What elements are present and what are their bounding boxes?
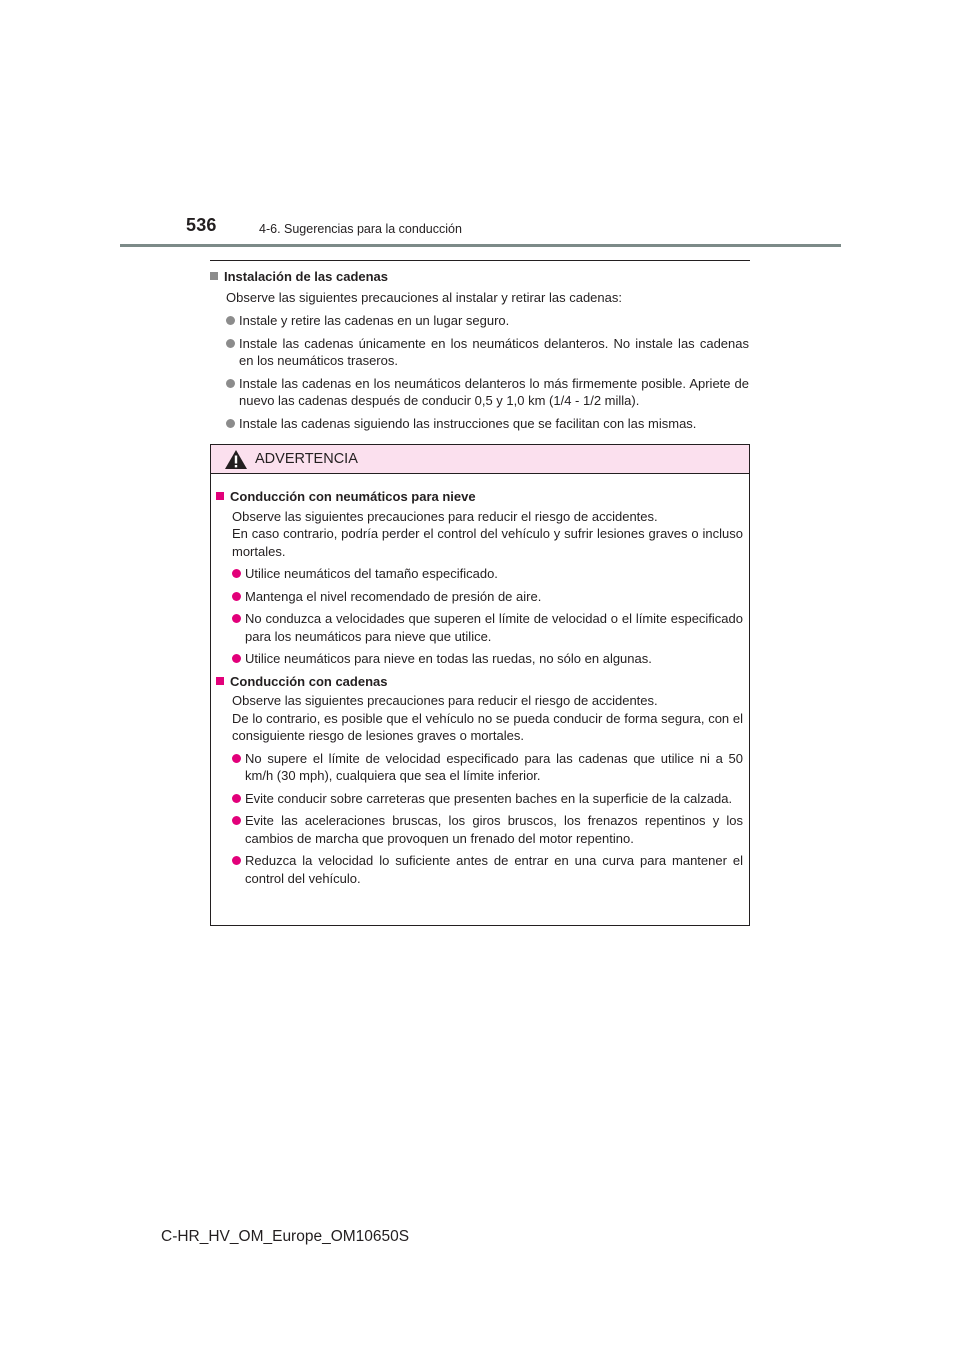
document-code: C-HR_HV_OM_Europe_OM10650S <box>161 1228 410 1245</box>
list-item-text: No supere el límite de velocidad especificado para las cadenas que utilice ni a 50 km/h (30 mph), cualquiera que sea el límite inferior. <box>245 750 743 783</box>
list-item-text: Instale las cadenas en los neumáticos delanteros lo más firmemente posible. Apriete de nuevo las cadenas después de conducir 0,5 y 1,0 km (1/4 - 1/2 milla). <box>239 376 749 408</box>
list-item-text: Utilice neumáticos para nieve en todas las ruedas, no sólo en algunas. <box>245 651 652 666</box>
circle-bullet-icon <box>232 654 241 663</box>
circle-bullet-icon <box>232 592 241 601</box>
warning-section-heading <box>215 673 743 691</box>
list-item-text: No conduzca a velocidades que superen el límite de velocidad o el límite especificado para los neumáticos para nieve que utilice. <box>245 611 743 644</box>
section-title: 4-6. Sugerencias para la conducción <box>259 222 462 236</box>
warning-section-heading-text: Conducción con neumáticos para nieve <box>230 489 476 504</box>
circle-bullet-icon <box>232 856 241 865</box>
warning-title: ADVERTENCIA <box>255 451 358 467</box>
circle-bullet-icon <box>226 379 235 388</box>
square-bullet-icon <box>216 492 224 500</box>
circle-bullet-icon <box>232 569 241 578</box>
list-item-text: Utilice neumáticos del tamaño especificado. <box>245 566 498 581</box>
circle-bullet-icon <box>232 614 241 623</box>
list-item <box>232 610 743 645</box>
warning-section-intro: Observe las siguientes precauciones para reducir el riesgo de accidentes. De lo contrario, es posible que el vehículo no se pueda conducir de forma segura, con el consiguiente riesgo de lesiones graves o mortales. <box>232 693 743 743</box>
list-item <box>232 790 743 808</box>
main-content <box>209 268 749 438</box>
circle-bullet-icon <box>232 816 241 825</box>
warning-body <box>211 474 749 887</box>
list-item-text: Instale y retire las cadenas en un lugar seguro. <box>239 313 510 328</box>
section-heading-text: Instalación de las cadenas <box>224 269 389 284</box>
warning-box <box>210 444 750 926</box>
list-item <box>226 415 749 432</box>
list-item-text: Mantenga el nivel recomendado de presión de aire. <box>245 588 542 604</box>
list-item <box>232 812 743 847</box>
square-bullet-icon <box>216 677 224 685</box>
list-item-text: Instale las cadenas únicamente en los neumáticos delanteros. No instale las cadenas en los neumáticos traseros. <box>239 336 749 368</box>
list-item <box>232 750 743 785</box>
list-item <box>226 335 749 369</box>
page-number: 536 <box>186 215 217 235</box>
square-bullet-icon <box>210 272 218 280</box>
list-item-text: Evite conducir sobre carreteras que presenten baches en la superficie de la calzada. <box>245 790 733 806</box>
list-item <box>232 588 743 606</box>
circle-bullet-icon <box>226 339 235 348</box>
warning-header <box>211 445 749 474</box>
warning-section-heading-text: Conducción con cadenas <box>230 673 388 689</box>
warning-section-intro: Observe las siguientes precauciones para reducir el riesgo de accidentes. En caso contrario, podría perder el control del vehículo y sufrir lesiones graves o incluso mortales. <box>232 508 743 559</box>
content-top-rule <box>210 260 750 261</box>
circle-bullet-icon <box>226 419 235 428</box>
intro-text: Observe las siguientes precauciones al instalar y retirar las cadenas: <box>226 290 622 305</box>
warning-section-heading <box>215 488 743 506</box>
circle-bullet-icon <box>226 316 235 325</box>
list-item <box>226 312 749 329</box>
list-item <box>232 650 743 668</box>
list-item-text: Evite las aceleraciones bruscas, los giros bruscos, los frenazos repentinos y los cambios de marcha que provoquen un frenado del motor repentino. <box>245 813 743 846</box>
list-item <box>226 375 749 409</box>
section-heading <box>209 268 749 285</box>
header-rule <box>120 244 841 247</box>
list-item <box>232 852 743 887</box>
warning-triangle-icon <box>225 450 247 469</box>
circle-bullet-icon <box>232 794 241 803</box>
list-item <box>232 565 743 583</box>
list-item-text: Instale las cadenas siguiendo las instrucciones que se facilitan con las mismas. <box>239 416 697 431</box>
circle-bullet-icon <box>232 754 241 763</box>
list-item-text: Reduzca la velocidad lo suficiente antes de entrar en una curva para mantener el control del vehículo. <box>245 853 743 886</box>
